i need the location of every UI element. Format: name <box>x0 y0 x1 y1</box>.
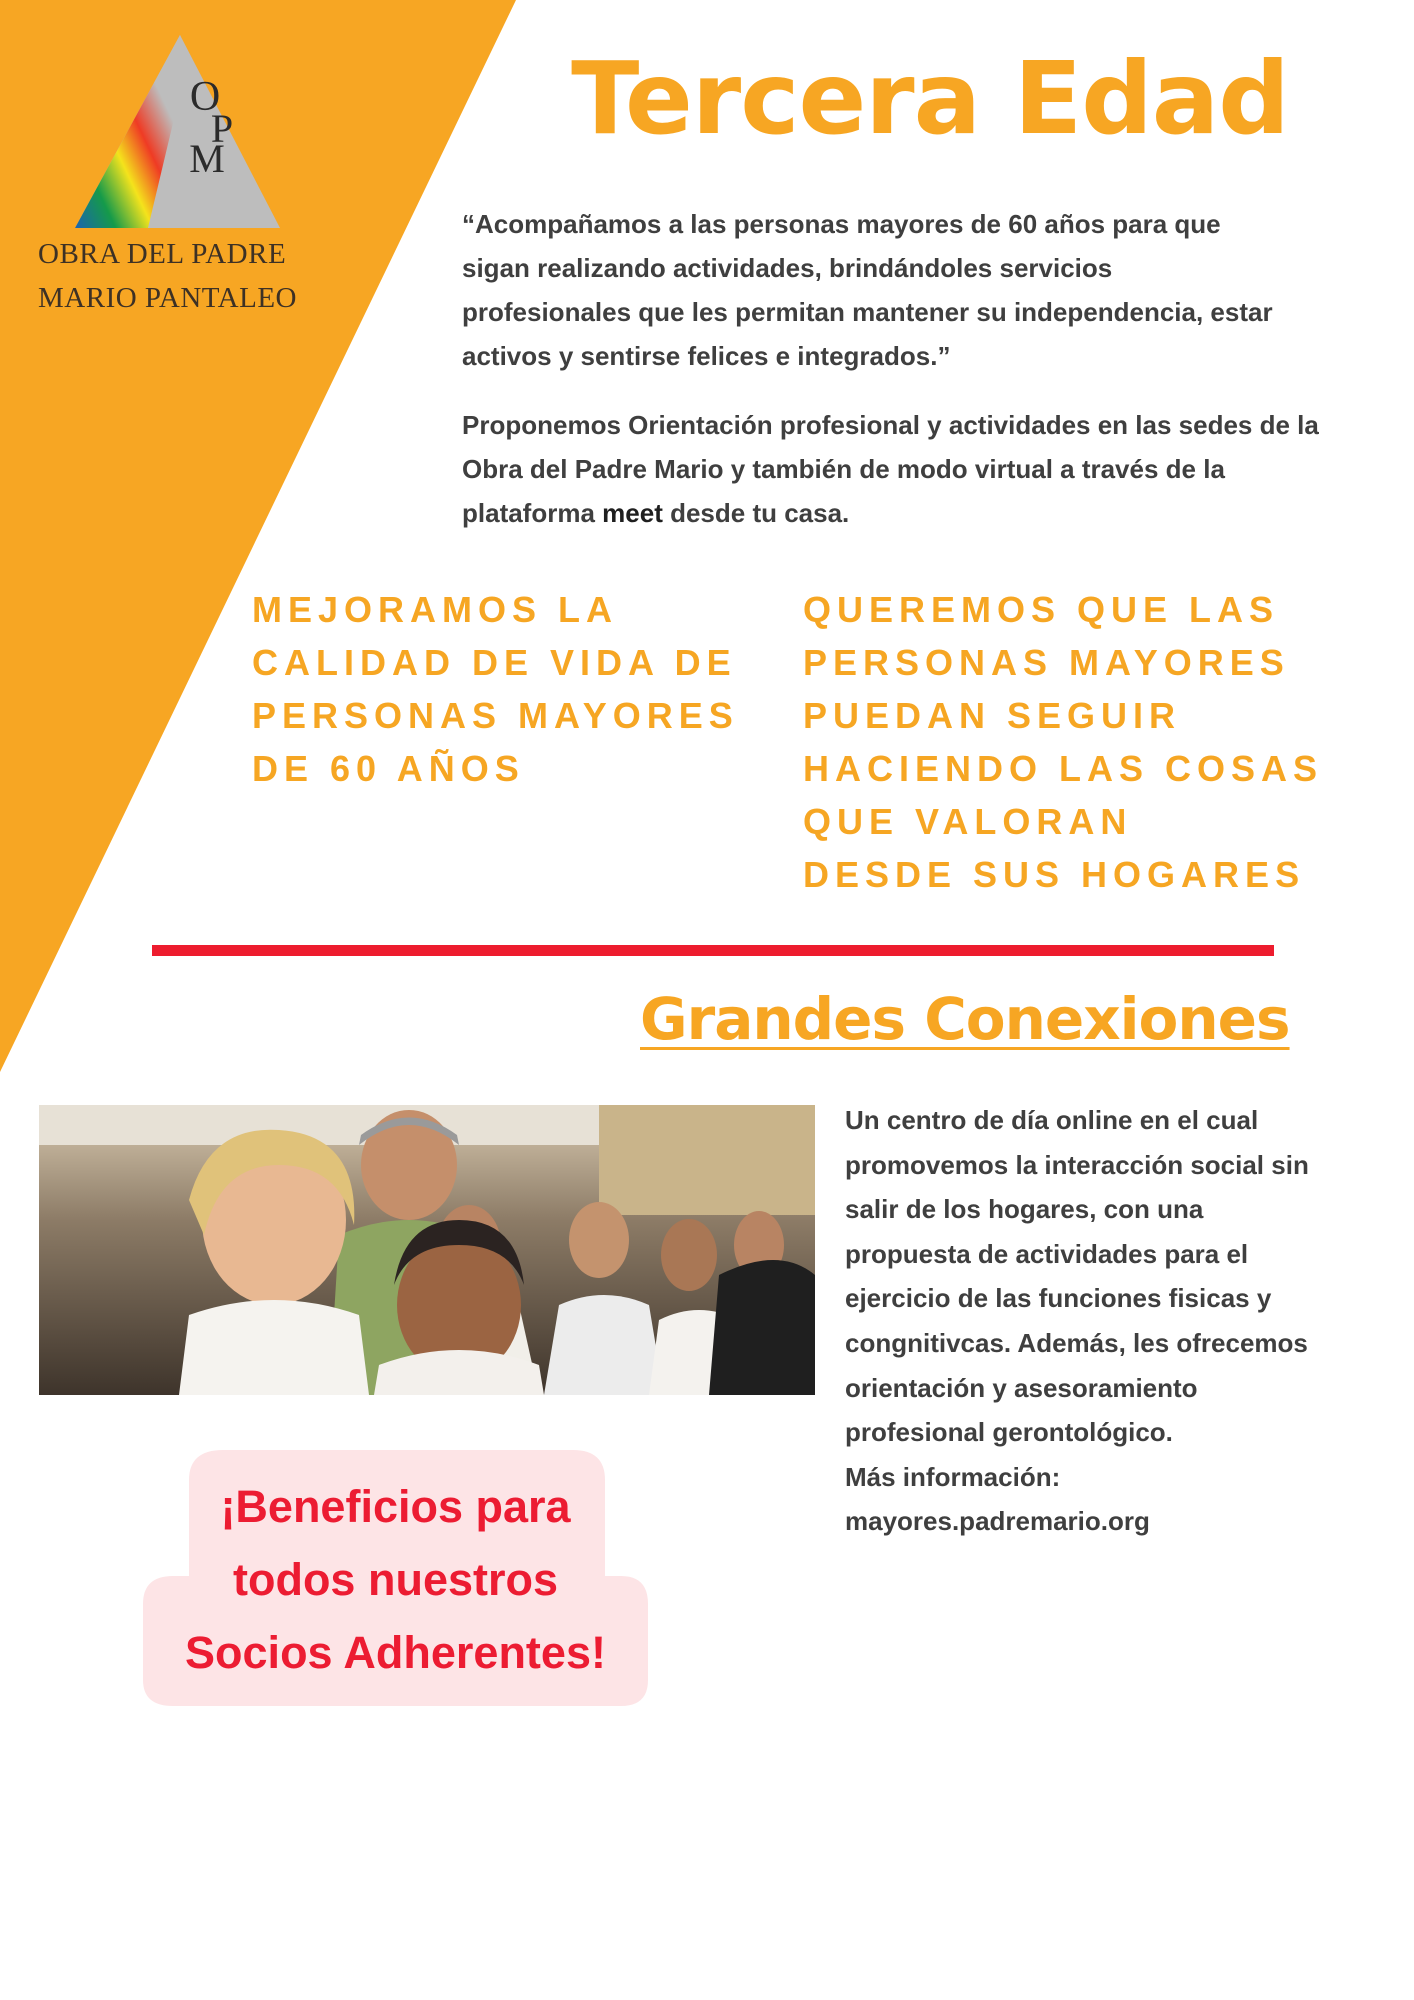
slogan-left-line: MEJORAMOS LA <box>252 589 619 630</box>
organization-name-line-2: MARIO PANTALEO <box>38 282 297 314</box>
slogan-right-line: PERSONAS MAYORES <box>803 642 1290 683</box>
organization-name-line-1: OBRA DEL PADRE <box>38 238 287 270</box>
proposal-text-end: desde tu casa. <box>662 498 850 528</box>
benefits-line: Socios Adherentes! <box>185 1627 606 1678</box>
intro-quote: “Acompañamos a las personas mayores de 60 años para que sigan realizando actividades, brindándoles servicios profesionales que les permitan mantener su independencia, estar activos y sentirse felices e integrados.” <box>462 209 1273 371</box>
opm-logo <box>70 30 290 235</box>
slogan-right <box>803 583 1323 901</box>
page-title: Tercera Edad <box>571 40 1289 157</box>
slogan-left-line: DE 60 AÑOS <box>252 748 525 789</box>
logo-letter-p: P <box>210 106 234 151</box>
slogan-right-line: DESDE SUS HOGARES <box>803 854 1306 895</box>
website-link[interactable]: mayores.padremario.org <box>845 1506 1150 1537</box>
logo-letter-o: O <box>189 74 221 120</box>
section-divider <box>152 945 1274 956</box>
section-title: Grandes Conexiones <box>640 985 1290 1053</box>
benefits-line: ¡Beneficios para <box>220 1481 571 1532</box>
logo-letter-m: M <box>189 136 225 181</box>
section-description <box>845 1098 1325 1544</box>
slogan-right-line: PUEDAN SEGUIR <box>803 695 1182 736</box>
more-info-label: Más información: <box>845 1461 1061 1492</box>
benefits-line: todos nuestros <box>232 1554 559 1605</box>
group-photo <box>39 1105 815 1395</box>
slogan-left-line: CALIDAD DE VIDA DE <box>252 642 737 683</box>
description-text: Un centro de día online en el cual promovemos la interacción social sin salir de los hogares, con una propuesta de actividades para el ejercicio de las funciones fisicas y congnitivcas. Además, les ofrecemos orientación y asesoramiento profesional gerontológico. <box>845 1105 1309 1448</box>
benefits-message <box>143 1470 648 1689</box>
slogan-right-line: QUE VALORAN <box>803 801 1133 842</box>
slogan-left <box>252 583 739 795</box>
slogan-right-line: QUEREMOS QUE LAS <box>803 589 1280 630</box>
slogan-left-line: PERSONAS MAYORES <box>252 695 739 736</box>
proposal-text: Proponemos Orientación profesional y actividades en las sedes de la Obra del Padre Mario y también de modo virtual a través de la plataforma <box>462 410 1319 528</box>
slogan-right-line: HACIENDO LAS COSAS <box>803 748 1324 789</box>
proposal-platform-name: meet <box>602 498 663 528</box>
intro-proposal <box>462 403 1342 535</box>
